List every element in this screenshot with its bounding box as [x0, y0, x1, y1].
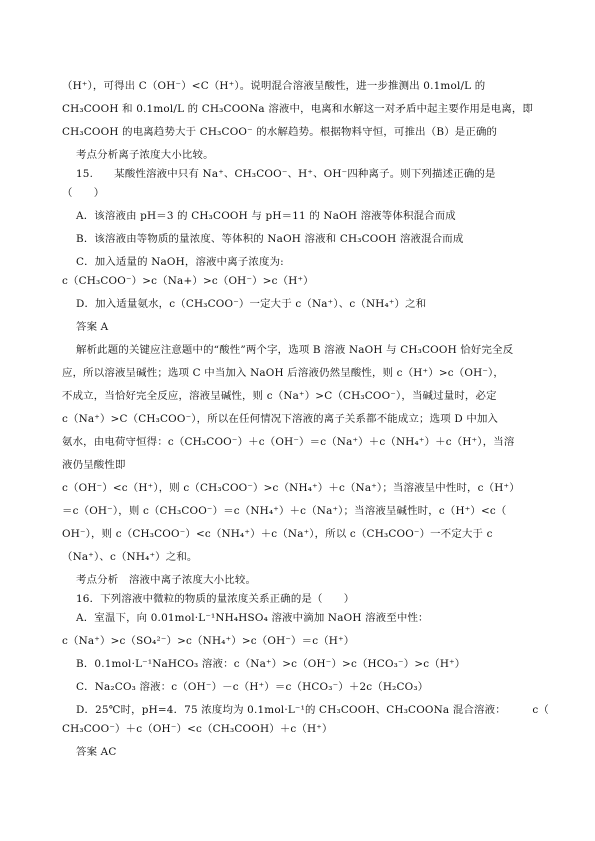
text-line: A．该溶液由 pH＝3 的 CH₃COOH 与 pH＝11 的 NaOH 溶液等体积混合而成 — [76, 210, 456, 222]
text-line: c（CH₃COO⁻）>c（Na+）>c（OH⁻）>c（H⁺） — [62, 275, 314, 287]
text-line: D．加入适量氨水，c（CH₃COO⁻）一定大于 c（Na⁺）、c（NH₄⁺）之和 — [76, 298, 427, 310]
text-line: OH⁻），则 c（CH₃COO⁻）<c（NH₄⁺）＋c（Na⁺），所以 c（CH₃COO⁻）一不定大于 c — [62, 528, 493, 540]
text-line: CH₃COOH 和 0.1mol/L 的 CH₃COONa 溶液中，电离和水解这一对矛盾中起主要作用是电离，即 — [62, 103, 534, 115]
text-line: 不成立，当恰好完全反应，溶液呈碱性，则 c（Na⁺）>C（CH₃COO⁻），当碱过量时，必定 — [62, 390, 497, 402]
text-line: 15. 某酸性溶液中只有 Na⁺、CH₃COO⁻、H⁺、OH⁻四种离子。则下列描述正确的是 — [76, 168, 496, 180]
text-line: 答案 A — [76, 321, 109, 333]
text-line: 答案 AC — [76, 746, 117, 758]
text-line: 解析此题的关键应注意题中的“酸性”两个字，选项 B 溶液 NaOH 与 CH₃COOH 恰好完全反 — [76, 344, 514, 356]
text-line: 氨水，由电荷守恒得：c（CH₃COO⁻）＋c（OH⁻）＝c（Na⁺）＋c（NH₄⁺）＋c（H⁺），当溶 — [62, 436, 515, 448]
text-line: D．25℃时，pH=4．75 浓度均为 0.1mol·L⁻¹的 CH₃COOH、CH₃COONa 混合溶液： c（ — [76, 704, 549, 716]
text-line: （ ） — [62, 187, 105, 199]
text-line: B．0.1mol·L⁻¹NaHCO₃ 溶液：c（Na⁺）>c（OH⁻）>c（HCO₃⁻）>c（H⁺） — [76, 658, 466, 670]
text-line: C．Na₂CO₃ 溶液：c（OH⁻）－c（H⁺）＝c（HCO₃⁻）＋2c（H₂CO₃） — [76, 681, 429, 693]
text-line: （Na⁺）、c（NH₄⁺）之和。 — [62, 551, 198, 563]
text-line: C．加入适量的 NaOH，溶液中离子浓度为: — [76, 256, 284, 268]
text-line: 16．下列溶液中微粒的物质的量浓度关系正确的是（ ） — [76, 593, 355, 605]
text-line: CH₃COO⁻）＋c（OH⁻）<c（CH₃COOH）＋c（H⁺） — [62, 723, 333, 735]
text-line: 应，所以溶液呈碱性；选项 C 中当加入 NaOH 后溶液仍然呈酸性，则 c（H⁺）>c（OH⁻）， — [62, 367, 504, 379]
text-line: 考点分析 溶液中离子浓度大小比较。 — [76, 574, 257, 586]
text-line: 考点分析离子浓度大小比较。 — [76, 149, 214, 161]
text-line: B．该溶液由等物质的量浓度、等体积的 NaOH 溶液和 CH₃COOH 溶液混合而成 — [76, 233, 464, 245]
text-line: （H⁺），可得出 C（OH⁻）<C（H⁺）。说明混合溶液呈酸性，进一步推测出 0.1mol/L 的 — [62, 80, 486, 92]
text-line: ＝c（OH⁻），则 c（CH₃COO⁻）＝c（NH₄⁺）＋c（Na⁺）；当溶液呈碱性时，c（H⁺）<c（ — [62, 505, 507, 517]
text-line: c（Na⁺）>c（SO₄²⁻）>c（NH₄⁺）>c（OH⁻）＝c（H⁺） — [62, 635, 355, 647]
text-line: A．室温下，向 0.01mol·L⁻¹NH₄HSO₄ 溶液中滴加 NaOH 溶液至中性： — [76, 612, 429, 624]
text-line: CH₃COOH 的电离趋势大于 CH₃COO⁻ 的水解趋势。根据物料守恒，可推出（B）是正确的 — [62, 126, 498, 138]
text-line: c（OH⁻）<c（H⁺），则 c（CH₃COO⁻）>c（NH₄⁺）＋c（Na⁺）；当溶液呈中性时，c（H⁺） — [62, 482, 520, 494]
text-line: c（Na⁺）>C（CH₃COO⁻），所以在任何情况下溶液的离子关系都不能成立；选项 D 中加入 — [62, 413, 499, 425]
text-line: 液仍呈酸性即 — [62, 459, 126, 471]
